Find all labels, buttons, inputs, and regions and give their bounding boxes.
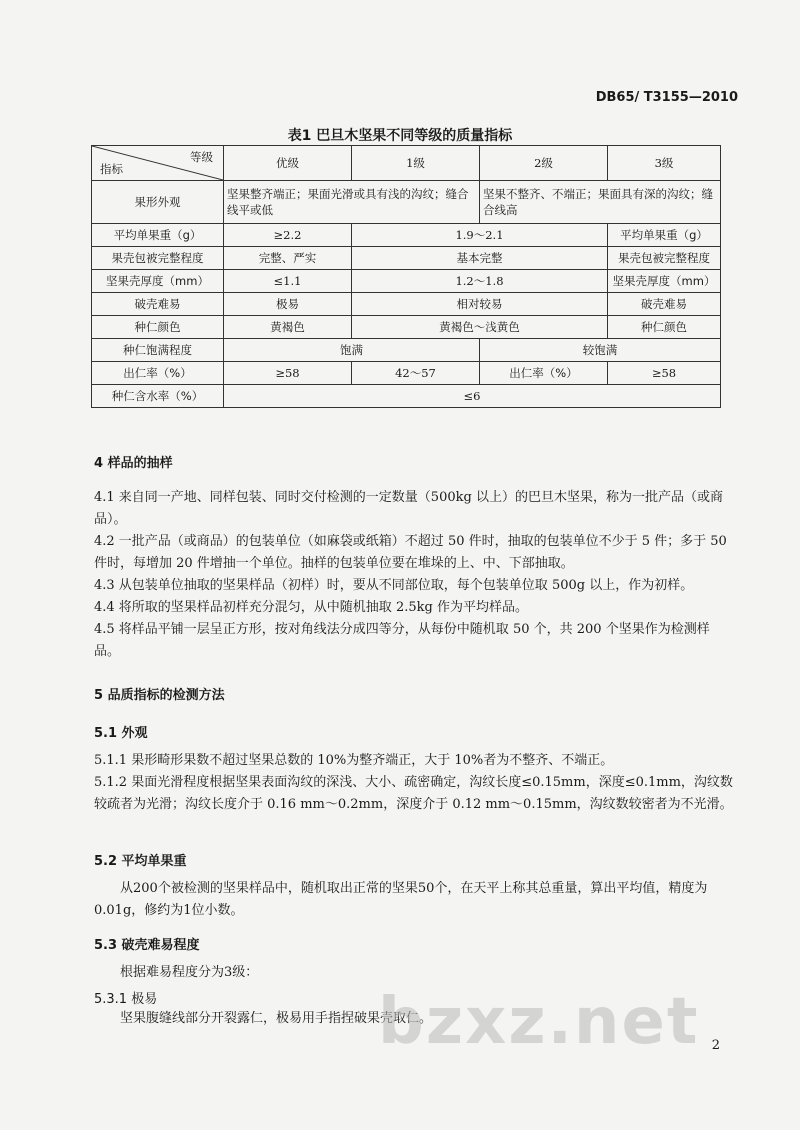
paragraph-5-3: 根据难易程度分为3级： [120, 965, 259, 980]
table-row [92, 385, 721, 408]
table-cell: 完整、严实 [224, 247, 352, 270]
col-header-grade1: 1级 [352, 146, 480, 181]
table-cell: 果壳包被完整程度 [608, 247, 721, 270]
row-label: 种仁含水率（%） [92, 385, 224, 408]
paragraph-4-4: 4.4 将所取的坚果样品初样充分混匀，从中随机抽取 2.5kg 作为平均样品。 [94, 600, 528, 615]
row-label: 坚果壳厚度（mm） [92, 270, 224, 293]
table-cell: ≥58 [224, 362, 352, 385]
table-caption: 表1 巴旦木坚果不同等级的质量指标 [287, 128, 513, 144]
paragraph-5-1-1: 5.1.1 果形畸形果数不超过坚果总数的 10%为整齐端正，大于 10%者为不整齐、不端正。 [94, 753, 614, 768]
table-cell: ≥58 [608, 362, 721, 385]
paragraph-5-2: 从200个被检测的坚果样品中，随机取出正常的坚果50个，在天平上称其总重量，算出平均值，精度为0.01g，修约为1位小数。 [94, 881, 708, 918]
section-4-heading: 4 样品的抽样 [94, 456, 173, 471]
table-cell: 坚果整齐端正；果面光滑或具有浅的沟纹；缝合线平或低 [224, 181, 480, 224]
table-header-row [92, 146, 721, 181]
col-header-grade3: 3级 [608, 146, 721, 181]
col-header-premium: 优级 [224, 146, 352, 181]
row-label: 种仁颜色 [92, 316, 224, 339]
paragraph-4-1: 4.1 来自同一产地、同样包装、同时交付检测的一定数量（500kg 以上）的巴旦木坚果，称为一批产品（或商品）。 [94, 490, 723, 527]
section-5-1-heading: 5.1 外观 [94, 726, 148, 741]
table-cell: 1.9～2.1 [352, 224, 608, 247]
table-cell: 较饱满 [480, 339, 721, 362]
section-5-3-1-heading: 5.3.1 极易 [94, 992, 158, 1007]
col-header-grade2: 2级 [480, 146, 608, 181]
table-cell: ≤6 [224, 385, 721, 408]
watermark: bzxz.net [378, 985, 700, 1059]
table-cell: 种仁颜色 [608, 316, 721, 339]
table-cell: 1.2～1.8 [352, 270, 608, 293]
table-row [92, 339, 721, 362]
table-cell: 极易 [224, 293, 352, 316]
row-label: 果形外观 [92, 181, 224, 224]
paragraph-4-2: 4.2 一批产品（或商品）的包装单位（如麻袋或纸箱）不超过 50 件时，抽取的包装单位不少于 5 件；多于 50 件时，每增加 20 件增抽一个单位。抽样的包装单位要在堆垛的上、中、下部抽取。 [94, 534, 727, 571]
table-cell: ≤1.1 [224, 270, 352, 293]
table-cell: 坚果壳厚度（mm） [608, 270, 721, 293]
table-cell: 饱满 [224, 339, 480, 362]
row-label: 出仁率（%） [92, 362, 224, 385]
table-cell: 黄褐色～浅黄色 [352, 316, 608, 339]
row-label: 果壳包被完整程度 [92, 247, 224, 270]
table-row [92, 181, 721, 224]
table-cell: 破壳难易 [608, 293, 721, 316]
paragraph-4-5: 4.5 将样品平铺一层呈正方形，按对角线法分成四等分，从每份中随机取 50 个，共 200 个坚果作为检测样品。 [94, 622, 710, 659]
page-number: 2 [711, 1038, 720, 1053]
paragraph-5-3-1: 坚果腹缝线部分开裂露仁，极易用手指捏破果壳取仁。 [120, 1011, 433, 1026]
table-cell: 42～57 [352, 362, 480, 385]
paragraph-5-1-2: 5.1.2 果面光滑程度根据坚果表面沟纹的深浅、大小、疏密确定，沟纹长度≤0.15mm，深度≤0.1mm，沟纹数较疏者为光滑；沟纹长度介于 0.16 mm～0.2mm，深度介于 0.12 mm～0.15mm，沟纹数较密者为不光滑。 [94, 775, 733, 812]
section-5-heading: 5 品质指标的检测方法 [94, 688, 225, 703]
table-cell: 相对较易 [352, 293, 608, 316]
diagonal-header-cell [92, 146, 224, 181]
quality-table [91, 145, 721, 408]
table-cell: 黄褐色 [224, 316, 352, 339]
paragraph-4-3: 4.3 从包装单位抽取的坚果样品（初样）时，要从不同部位取，每个包装单位取 500g 以上，作为初样。 [94, 578, 694, 593]
grade-header: 等级 [190, 150, 213, 164]
section-5-2-heading: 5.2 平均单果重 [94, 854, 187, 869]
table-row [92, 362, 721, 385]
table-cell: 平均单果重（g） [608, 224, 721, 247]
document-code: DB65/ T3155—2010 [595, 90, 738, 105]
table-cell: ≥2.2 [224, 224, 352, 247]
table-row [92, 224, 721, 247]
table-row [92, 293, 721, 316]
row-label: 破壳难易 [92, 293, 224, 316]
section-5-3-heading: 5.3 破壳难易程度 [94, 938, 200, 953]
table-row [92, 316, 721, 339]
table-cell: 坚果不整齐、不端正；果面具有深的沟纹；缝合线高 [480, 181, 721, 224]
table-cell: 基本完整 [352, 247, 608, 270]
row-label: 平均单果重（g） [92, 224, 224, 247]
indicator-header: 指标 [100, 162, 123, 176]
table-cell: 出仁率（%） [480, 362, 608, 385]
table-row [92, 247, 721, 270]
row-label: 种仁饱满程度 [92, 339, 224, 362]
table-row [92, 270, 721, 293]
